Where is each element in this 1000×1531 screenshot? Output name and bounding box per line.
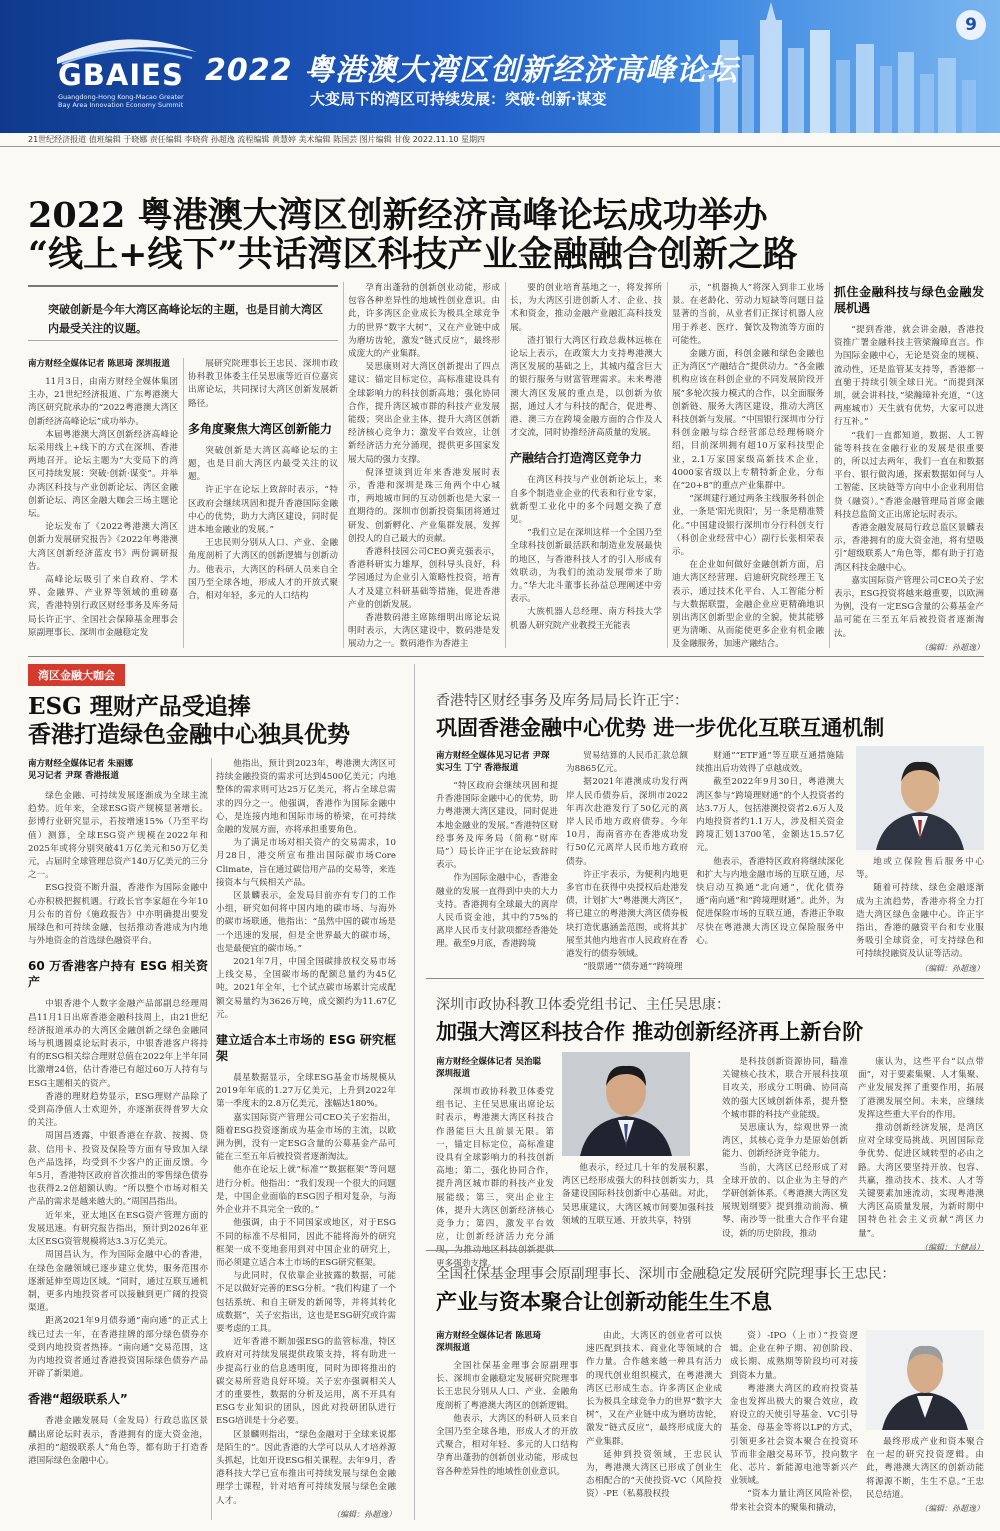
hk-col4-para: 随着可持续、绿色金融逐渐成为主流趋势，香港亦将全力打造大湾区绿色金融中心。许正宇指出，香港的融资平台和专业服务吸引全球资金，可支持绿色和可持续投融资及认证等活动。 [856, 883, 984, 960]
lead-bottom-rule [28, 340, 338, 341]
esg-col1-para: 绿色金融、可持续发展逐渐成为全球主流趋势。近年来，全球ESG资产规模显著增长。彭博行业研究显示，若按增速15%（乃至平均值）测算，全球ESG资产规模在2022年和2025年或将分别突破41万亿美元和50万亿美元，占届时全球管理总资产140万亿美元的三分之一。 [28, 791, 208, 881]
esg-col1-para: 近年来，亚太地区在ESG资产管理方面的发展迅速。有研究报告指出，预计到2026年亚太区ESG资管规模将达3.3万亿美元。 [28, 1210, 208, 1248]
main-col3-para: 倪泽望谈到近年来香港发展时表示，香港和深圳是珠三角两个中心城市，两地城市间的互动创新也是大家一直期待的。深圳市创新投资集团将通过研发、创新孵化、产业集群发展，发挥创投人的自己最大的贡献。 [348, 467, 500, 544]
sz-col1-para: 深圳市政协科教卫体委党组书记、主任吴思康出席论坛时表示，粤港澳大湾区科技合作潜能巨大且前景无限。第一，锚定目标定位，高标准建设具有全球影响力的科技创新高地；第二，强化协同合作，提升湾区城市群的科技产业发展能级；第三，突出企业主体，提升大湾区创新经济核心竞争力；第四，激发平台效应，让创新经济活力充分涌现，为推动地区科技创新提供更多强劲支撑。 [436, 1087, 554, 1269]
esg-byline: 见习记者 尹琛 香港报道 [28, 771, 119, 781]
hk-col1-para: 作为国际金融中心，香港金融业的发展一直得到中央的大力支持。香港拥有全球最大的离岸人民币资金池，其中约75%的离岸人民币支付款项都经香港处理。截至9月底，香港跨境 [436, 873, 558, 950]
hk-column-3 [696, 750, 844, 968]
main-story-column-1 [28, 358, 178, 648]
sz-col3-para: 当前，大湾区已经形成了对全球开放的、以企业为主导的产学研创新体系。《粤港澳大湾区发展规划纲要》提到推动前海、横琴、南沙等一批重大合作平台建设，新的历史阶段，推动 [722, 1162, 848, 1239]
main-col4-para: 在湾区科技与产业创新论坛上，来自多个制造业企业的代表和行业专家，就新型工业化中的多个问题交换了意见。 [510, 475, 662, 526]
portrait-photo-xu-zhengyu [856, 746, 984, 850]
summit-subtitle: 大变局下的湾区可持续发展：突破·创新·谋变 [310, 90, 607, 108]
hk-story-headline: 巩固香港金融中心优势 进一步优化互联互通机制 [436, 715, 885, 740]
esg-col2-para: 区景麟则指出，“绿色金融对于全球来说都是陌生的”。因此香港的大学可以从人才培养源头抓起，比如开设ESG相关课程。去年9月，香港科技大学已宣布推出可持续发展与绿色金融理学士课程，针对培育可持续发展与绿色金融人才。 [216, 1429, 396, 1506]
esg-col2-para: 2021年7月，中国全国碳排放权交易市场上线交易，全国碳市场的配额总量约为45亿吨。2021年全年，七个试点碳市场累计完成配额交易量约为3626万吨，成交额约为11.67亿元。 [216, 957, 396, 1020]
sz-column-3 [722, 1056, 848, 1242]
esg-col1-para: 周国昌透露，中银香港在存款、按揭、贷款、信用卡、投资及保险等方面有导致加入绿色产品选择，均受到不少客户的正面反馈。今年5月，香港特区政府首次推出的零售绿色债券也获得2.2倍超额认购。“所以整个市场对相关产品的需求是越来越大的。”周国昌指出。 [28, 1131, 208, 1208]
esg-column-1 [28, 758, 208, 1520]
hk-byline: 实习生 丁宁 香港报道 [436, 763, 519, 773]
sz-column-2 [562, 1162, 714, 1242]
hk-byline: 南方财经全媒体见习记者 尹琛 [436, 751, 550, 761]
main-col4-para: 渣打银行大湾区行政总裁林远栋在论坛上表示，在政策大力支持粤港澳大湾区发展的基础之上，其城内蕴含巨大的银行服务与财富管理需求。未来粤港澳大湾区发展的重点是，以创新为依据，通过人才与科技的配合，促进粤、港、澳三方在跨境金融方面的合作及人才交流，同时协推经济高质量的发展。 [510, 335, 662, 439]
section-tag: 湾区金融大咖会 [28, 664, 125, 686]
main-col3-para: 吴思康则对大湾区创新提出了四点建议：锚定目标定位，高标准建设具有全球影响力的科技创新高地；强化协同合作，提升湾区城市群的科技产业发展能级；突出企业主体，提升大湾区创新经济核心竞争力；激发平台效应，让创新经济活力充分涌现，提供更多国家发展大局的强力支撑。 [348, 362, 500, 465]
main-col6-para: 嘉实国际资产管理公司CEO关子宏表示，ESG投资将越来越重要，以欧洲为例，没有一定ESG含量的公募基金产品可能在三至五年后被投资者逐渐淘汰。 [834, 575, 984, 639]
wang-column-3 [730, 1330, 858, 1522]
main-story-editor-credit: （编辑：孙超逸） [920, 642, 984, 652]
esg-byline: 南方财经全媒体记者 朱丽娜 [28, 759, 133, 769]
wang-col2-para: 由此，大湾区的创业者可以快速匹配到技术、商业化等领域的合作力量。合作越来越一种具有活力的现代创业组织模式，在粤港澳大湾区已形成生态。许多湾区企业成长为极具全球竞争力的世界“数字大树”，又在产业链中成为磨坊齿轮，激发“链式反应”，最终形成庞大的产业集群。 [586, 1331, 722, 1447]
esg-col2-para: 嘉实国际资产管理公司CEO关子宏指出，随着ESG投资逐渐成为基金市场的主流，以欧洲为例，没有一定ESG含量的公募基金产品可能在三至五年后被投资者逐渐淘汰。 [216, 1112, 396, 1163]
portrait-photo-wu-sikang [562, 1052, 690, 1156]
sz-col3-para: 是科技创新资源协同，瞄准关键核心技术，联合开展科技项目攻关，形成分工明确、协同高效的强大区域创新体系，提升整个城市群的科技产业能级。 [722, 1057, 848, 1120]
main-story-byline: 南方财经全媒体记者 陈思琦 深圳报道 [28, 359, 170, 369]
main-story-column-3 [348, 282, 500, 648]
sz-column-1 [436, 1056, 554, 1269]
main-col6-para: “我们一直都知道，数据、人工智能等科技在金融行业的发展是很重要的，所以过去两年，我们一直在和数据平台、银行做沟通，探索数据如何与人工智能、区块链等方向中小企业利用信贷（融资）。”香港金融管理局首席金融科技总监简文正出席论坛时表示。 [834, 430, 984, 520]
main-col4-para: 要的创业培育基地之一，将发挥所长，为大湾区引进创新人才、企业、技术和资金，推动金融产业融汇高科技发展。 [510, 283, 662, 333]
esg-col2-para: 他指出，预计到2023年，粤港澳大湾区可持续金融投资的需求可达到4500亿美元；内地整体的需求则可达25万亿美元，将占全球总需求的四分之一。他强调，香港作为国际金融中心，是连接内地和国际市场的桥梁，在可持续金融的发展方面，亦将承担重要角色。 [216, 759, 396, 836]
lead-top-rule [28, 285, 338, 287]
hk-col3-para: 截至2022年9月30日，粤港澳大湾区参与“跨境理财通”的个人投资者约达3.7万人，包括港澳投资者2.6万人及内地投资者约1.1万人，涉及相关资金跨境汇划13700笔，金额达15.57亿元。 [696, 777, 844, 854]
wang-col3-para: “资本力量让湾区风险补偿，带来社会资本的聚集和撬动， [730, 1489, 858, 1513]
main-col4-para: “我们立足在深圳这样一个全国乃至全球科技创新最活跃和制造业发展最快的地区，与香港科技人才的引入形成有效联动，为我们的流动发展带来了助力。”华大北斗董事长孙益总理阐述中旁表示。 [510, 528, 662, 605]
main-col1-para: 本届粤港澳大湾区创新经济高峰论坛采用线上+线下的方式在深圳、香港两地召开。论坛主题为“大变局下的湾区可持续发展：突破·创新·谋变”。并举办湾区科技与产业创新论坛、湾区金融创新论坛、湾区金融大咖会三场主题论坛。 [28, 429, 178, 520]
esg-editor-credit: （编辑：孙超逸） [332, 1509, 396, 1519]
logo-subtitle-line2: Bay Area Innovation Economy Summit [58, 101, 184, 109]
main-story-column-5 [672, 282, 824, 648]
hk-column-1 [436, 750, 558, 968]
sz-col4-para: 推动创新经济发展，是湾区应对全球变局挑战、巩固国际竞争优势、促进区域转型的必由之路。大湾区要坚持开放、包容、共赢，推动技术、技术、人才等关键要素加速流动，实现粤港澳大湾区高质量发展，为新时期中国特色社会主义贡献“湾区力量”。 [858, 1123, 984, 1239]
main-col5-para: 示，“机器换人”将深入到非工业场景。在老龄化、劳动力短缺等问题日益显著的当前，从业者们正探讨机器人应用于养老、医疗、餐饮及物流等方面的可能性。 [672, 283, 824, 346]
main-col4-subhead: 产融结合打造湾区竞争力 [510, 451, 643, 466]
wang-column-4 [866, 1436, 984, 1522]
page-number-badge: 9 [956, 10, 986, 40]
sz-editor-credit: （编辑：卞健昌） [920, 1242, 984, 1252]
main-story-column-6 [834, 282, 984, 652]
column-divider [211, 758, 212, 1520]
main-col1-para: 11月3日，由南方财经全媒体集团主办，21世纪经济报道、广东粤港澳大湾区研究院承办的“2022粤港澳大湾区创新经济高峰论坛”成功举办。 [28, 377, 178, 427]
wang-col3-para: 粤港澳大湾区的政府投资基金也发挥出极大的聚合效应，政府设立的天使引导基金、VC引导基金、母基金等将以LP的方式，引领更多社会资本聚合在投资环节而非金融交易环节，投向数字化、芯片、新能源电池等新兴产业领域。 [730, 1383, 858, 1487]
main-col4-para: 大族机器人总经理、南方科技大学机器人研究院产业教授王光能表 [510, 607, 662, 631]
main-col3-para: 孕育出蓬勃的创新创业动能，形成包容各种差异性的地域性创业意识。由此，许多湾区企业成长为极具全球竞争力的世界“数字大树”，又在产业链中成为磨坊齿轮，激发“链式反应”，最终形成庞大的产业集群。 [348, 283, 500, 360]
esg-col2-para: 区景麟表示，金发局目前亦有专门的工作小组，研究如何将中国内地的碳市场、与海外的碳市场联通，他指出：“虽然中国的碳市场是一个迅速的发展，但是全世界最大的碳市场，也是最便宜的碳市场。” [216, 891, 396, 954]
main-col2-para: 王忠民则分别从人口、产业、金融角度剖析了大湾区的创新逻辑与创新动力。他表示，大湾区的科研人员来自全国乃至全球各地，形成人才的开放式聚合，相对年轻，多元的人口结构 [188, 538, 338, 602]
esg-col1-para: ESG投资不断升温，香港作为国际金融中心亦积极把握机遇。行政长官李家超在今年10月公布的首份《施政报告》中亦明确提出要发展绿色和可持续金融，包括推动香港成为内地与外地资金的首选绿色融资平台。 [28, 883, 208, 947]
main-story-column-4 [510, 282, 662, 648]
esg-headline-line1: ESG 理财产品受追捧 [28, 693, 251, 720]
sz-col2-para: 他表示，经过几十年的发展积累，湾区已经形成强大的科技创新实力，具备建设国际科技创新中心基础。对此，吴思康建议，大湾区城市间要加强科技领域的互联互通、开放共享，特别 [562, 1163, 714, 1226]
hk-col4-para: 地或立保险售后服务中心等。 [856, 857, 984, 881]
column-divider [505, 282, 506, 648]
main-col2-para: 许正宇在论坛上致辞时表示，“特区政府会继续巩固和提升香港国际金融中心的优势，助力大湾区建设，同时促进本地金融业的发展。” [188, 485, 338, 536]
esg-col1-para: 距离2021年9月债券通“南向通”的正式上线已过去一年，在香港挂牌的部分绿色债券亦受到内地投资者热捧。“南向通”交易范围，这为内地投资者通过香港投资国际绿色债券产品开辟了新渠道。 [28, 1316, 208, 1380]
wang-col1-para: 全国社保基金理事会原副理事长、深圳市金融稳定发展研究院理事长王忠民分别从人口、产业、金融角度剖析了粤港澳大湾区的创新逻辑。 [436, 1361, 578, 1411]
esg-col1-para: 香港金融发展局（金发局）行政总监区景麟出席论坛时表示，香港拥有的庞大资金池，承担的“超级联系人”角色等，都有助于打造香港国际绿色金融中心。 [28, 1416, 208, 1466]
hk-editor-credit: （编辑：孙超逸） [920, 963, 984, 973]
esg-col1-para: 香港的理财趋势显示，ESG理财产品除了受到高净值人士欢迎外，亦逐渐获得普罗大众的关注。 [28, 1091, 208, 1129]
main-headline-line2: “线上+线下”共话湾区科技产业金融融合创新之路 [28, 234, 798, 275]
column-divider [343, 282, 344, 648]
hk-column-2 [566, 750, 688, 973]
column-divider [183, 358, 184, 648]
hk-col2-para: 贸易结算的人民币汇款总额为8865亿元。 [566, 751, 688, 775]
column-divider [829, 282, 830, 648]
hk-col2-para: 许正宇表示，为便利内地更多官市在获得中央授权后赴港发债，计划扩大“粤港澳大湾区”，将已建立的粤港澳大湾区债券板块打造优惠涵盖范围，或将其扩展至其他内地省市人民政府在香港发行的债券领域。 [566, 869, 688, 960]
wang-col1-para: 他表示，大湾区的科研人员来自全国乃至全球各地，形成人才的开放式聚合，相对年轻、多元的人口结构孕育出蓬勃的创新创业动能，形成包容各种差异性的地域性创业意识。 [436, 1413, 578, 1477]
portrait-photo-wang-zhongmin [866, 1330, 984, 1430]
esg-col2-para: 近年香港不断加强ESG的监管标准，特区政府对可持续发展提供政策支持，将有助进一步提高行业的信息透明度，同时为即将推出的碳交易所营造良好环境。关子宏亦强调相关人才的重要性，数据的分析及运用，离不开具有ESG专业知识的团队，因此对投研团队进行ESG培训是十分必要。 [216, 1337, 396, 1427]
wang-editor-credit: （编辑：孙超逸） [920, 1504, 984, 1514]
hk-col1-para: “特区政府会继续巩固和提升香港国际金融中心的优势，助力粤港澳大湾区建设，同时促进本地金融业的发展。”香港特区财经事务及库务局（简称“财库局”）局长许正宇在论坛致辞时表示。 [436, 781, 558, 871]
main-col2-subhead: 多角度聚焦大湾区创新能力 [188, 421, 333, 436]
sz-story-headline: 加强大湾区科技合作 推动创新经济再上新台阶 [436, 1019, 864, 1044]
hk-col2-para: 据2021年港澳成功发行两岸人民币债券后，深圳市2022年再次赴港发行了50亿元的离岸人民币地方政府债券。今年10月，海南省亦在香港成功发行50亿元离岸人民币地方政府债券。 [566, 777, 688, 867]
edition-info-bar: 21世纪经济报道 值班编辑 于晓娜 责任编辑 李晓荷 孙超逸 流程编辑 黄慧婷 美术编辑 陈国芸 图片编辑 甘俊 2022.11.10 星期四 [0, 133, 1000, 147]
person-portrait-icon [866, 1330, 984, 1430]
masthead-banner [0, 0, 1000, 133]
sz-column-4 [858, 1056, 984, 1252]
hk-col2-para: “股票通”“债券通”“跨境理 [583, 962, 683, 973]
wang-col2-para: 延伸到投资领域，王忠民认为，粤港澳大湾区已形成了创业生态相配合的“天使投资-VC（风险投资）-PE（私募股权投 [586, 1449, 722, 1500]
wang-story-kicker: 全国社保基金理事会原副理事长、深圳市金融稳定发展研究院理事长王忠民： [436, 1266, 895, 1282]
wang-column-2 [586, 1330, 722, 1522]
main-col3-para: 香港数码港主席陈细明出席论坛说明时表示，大湾区建设中，数码港是发展动力之一。数码港作为香港主 [348, 613, 500, 650]
logo-wordmark: GBAIES [58, 58, 184, 92]
esg-col1-para: 中银香港个人数字金融产品部副总经理周昌11月1日出席香港金融科技周上，由21世纪经济报道承办的大湾区金融创新之绿色金融同场与机遇圆桌论坛时表示，中银香港客户将持有的ESG相关综合理财总值在2022年上半年同比激增24倍，估计香港已有超过60万人持有与ESG主题相关的资产。 [28, 999, 208, 1089]
main-col1-para: 高峰论坛吸引了来自政府、学术界、金融界、产业界等领域的重磅嘉宾，香港特别行政区财经事务及库务局局长许正宇、全国社会保障基金理事会原副理事长、深圳市金融稳定发 [28, 575, 178, 638]
sz-byline: 南方财经全媒体记者 吴治聪 [436, 1057, 541, 1067]
main-col5-para: 在企业如何做好金融创新方面，启迪大湾区经营理、启迪研究院经理王飞表示，通过技术化平台、人工智能分析与大数据联盟，金融企业应更精确地识别出湾区创新型企业的全貌，使其能够更为清晰、从而能使更多企业有机金融及金融服务，加速产融结合。 [672, 560, 824, 650]
section-divider [28, 656, 984, 657]
wang-byline: 深圳报道 [436, 1343, 471, 1353]
sz-col4-para: 康认为，这些平台“以点带面”，对于要素集聚、人才集聚、产业发展发挥了重要作用，拓展了港澳发展空间。未来，应继续发挥这些重大平台的作用。 [858, 1057, 984, 1120]
esg-col2-para: 晨星数据显示，全球ESG基金市场规模从2019年年底的1.27万亿美元，上升到2022年第一季度末的2.8万亿美元，涨幅达180%。 [216, 1073, 396, 1110]
esg-col2-para: 为了满足市场对相关资产的交易需求，10月28日，港交所宣布推出国际碳市场Core Climate，旨在通过碳信用产品的交易等，来连接资本与气候相关产品。 [216, 838, 396, 888]
column-divider [667, 282, 668, 648]
esg-col2-para: 与此同时，仅依靠企业披露的数据，可能不足以做好完善的ESG分析。“我们构建了一个包括系统、和自主研发的新闻等，并将其转化成数据”，关子宏指出，这也是ESG研究或许需要考虑的工具。 [216, 1271, 396, 1334]
esg-subhead: 建立适合本土市场的 ESG 研究框架 [216, 1033, 396, 1064]
main-col6-subhead: 抓住金融科技与绿色金融发展机遇 [834, 285, 984, 315]
wang-col4-para: 最终形成产业和资本聚合在一起的研究投资逻辑。由此，粤港澳大湾区的创新动能将源源不断，生生不息。”王忠民总结道。 [866, 1437, 984, 1500]
logo-subtitle-line1: Guangdong-Hong Kong-Macao Greater [58, 93, 184, 101]
esg-subhead: 香港“超级联系人” [28, 1392, 128, 1407]
main-col5-para: “深圳建行通过两条主线服务科创企业，一条是‘阳光贵阳’，另一条是精准赞化。”中国建设银行深圳市分行科创支行（科创企业经营中心）副行长张相荣表示。 [672, 494, 824, 558]
person-portrait-icon [562, 1052, 690, 1156]
hk-column-4 [856, 856, 984, 973]
section-vertical-divider [414, 664, 415, 1520]
main-col2-para: 展研究院理事长王忠民、深圳市政协科教卫体委主任吴思康等近百位嘉宾出席论坛，共同探讨大湾区创新发展新路径。 [188, 359, 338, 409]
hk-col3-para: 财通”“ETF通”等互联互通措施陆续推出后功效得了卓越成效。 [696, 751, 844, 775]
main-story-column-2 [188, 358, 338, 648]
main-col5-para: 金融方面，科创金融和绿色金融也正为湾区“产融结合”提供动力。“各金融机构应该在科创企业的不同发展阶段开展”多轮次接力模式的合作，以全面服务创新链、服务大湾区建设，推动大湾区科技创新与发展。“中国银行深圳市分行科创金融与综合经营部总经理杨晓介绍，目前深圳拥有超10万家科技型企业，2.1万家国家级高新技术企业，4000家省级以上专精特新企业，分布在“20+8”的重点产业集群中。 [672, 349, 824, 492]
esg-headline-line2: 香港打造绿色金融中心独具优势 [28, 721, 350, 748]
lead-summary: 突破创新是今年大湾区高峰论坛的主题，也是目前大湾区内最受关注的议题。 [48, 303, 323, 335]
section-divider [426, 978, 984, 979]
esg-col2-para: 他亦在论坛上就“标准”“数据框架”等问题进行分析。他指出：“我们发现一个很大的问题是，中国企业面临的ESG因子相对复杂，与海外企业并不具完全一致的。” [216, 1165, 396, 1216]
esg-col2-para: 他强调，由于不同国家或地区，对于ESG不同的标准不尽相同，因此不能将海外的研究框架一成不变地套用到对中国企业的研究上，而必须建立适合本土市场的ESG研究框架。 [216, 1218, 396, 1268]
main-col6-para: “提到香港，就会讲金融，香港投资推广署金融科技主管梁瀚璋直言。作为国际金融中心，无论是资金的规模、流动性，还是监管某支持等，香港都一直驰于持续引领全球日光。“而提到深圳，就会讲科技，”梁瀚璋补充道，“（这两座城市）天生就有优势，大家可以进行互补。” [834, 325, 984, 428]
esg-column-2 [216, 758, 396, 1520]
hk-col3-para: 他表示，香港特区政府将继续深化和扩大与内地金融市场的互联互通，尽快启动互换通“北向通”，优化债券通“南向通”和“跨境理财通”。此外，为促进保险市场的互联互通，香港正争取尽快在粤港澳大湾区设立保险服务中心。 [696, 856, 844, 946]
hk-story-kicker: 香港特区财经事务及库务局局长许正宇： [436, 693, 688, 709]
esg-col1-para: 周国昌认为，作为国际金融中心的香港，在绿色金融领域已逐步建立优势，服务范围亦逐渐延伸至周边区域。“同时，通过互联互通机制，更多内地投资者可以接触到更广阔的投资渠道。 [28, 1250, 208, 1314]
wang-col3-para: 资）-IPO（上市）”投资逻辑。企业在种子期、初创阶段、成长期、成熟期等阶段均可对接到资本力量。 [730, 1331, 858, 1381]
main-col2-para: 突破创新是大湾区高峰论坛的主题，也是目前大湾区内最受关注的议题。 [188, 445, 338, 483]
main-col1-para: 论坛发布了《2022粤港澳大湾区创新力发展研究报告》《2022年粤港澳大湾区创新经济蓝皮书》两份调研报告。 [28, 522, 178, 572]
main-col3-para: 香港科技园公司CEO黄克强表示，香港科研实力雄厚，创科导头良好，科学园通过为企业引入策略性投资，培育人才及建立科研基础等措施，促进香港产业的创新发展。 [348, 547, 500, 610]
wang-story-headline: 产业与资本聚合让创新动能生生不息 [436, 1289, 772, 1314]
person-portrait-icon [856, 746, 984, 850]
summit-title: 2022 粤港澳大湾区创新经济高峰论坛 [205, 53, 738, 88]
esg-subhead: 60 万香港客户持有 ESG 相关资产 [28, 959, 208, 990]
wang-column-1 [436, 1330, 578, 1522]
main-headline-line1: 2022 粤港澳大湾区创新经济高峰论坛成功举办 [28, 195, 768, 236]
main-col6-para: 香港金融发展局行政总监区景麟表示，香港拥有的庞大资金池，将有望吸引“超级联系人”角色等，都有助于打造湾区科技金融中心。 [834, 523, 984, 573]
sz-col3-para: 吴思康认为，综观世界一流湾区，其核心竞争力是原始创新能力、创新经济竞争能力。 [722, 1123, 848, 1160]
section-divider [426, 1250, 984, 1251]
sz-byline: 深圳报道 [436, 1069, 471, 1079]
wang-byline: 南方财经全媒体记者 陈思琦 [436, 1331, 541, 1341]
sz-story-kicker: 深圳市政协科教卫体委党组书记、主任吴思康： [436, 997, 730, 1013]
